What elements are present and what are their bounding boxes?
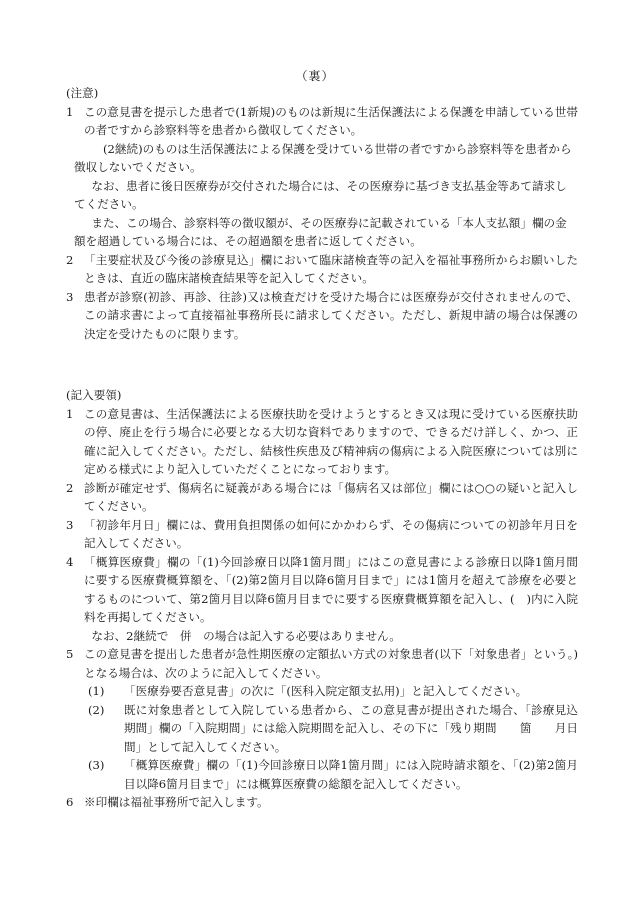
item-number: 3 [66,517,74,532]
item-text: 診断が確定せず、傷病名に疑義がある場合には「傷病名又は部位」欄には○○の疑いと記入してください。 [84,480,578,513]
sub-item-number: (3) [88,758,105,772]
notes-section [66,84,578,343]
sub-item-number: (2) [88,702,105,717]
item-text: 「主要症状及び今後の診療見込」欄において臨床諸検査等の記入を福祉事務所からお願いしたときは、直近の臨床諸検査結果等を記入してください。 [84,252,578,285]
notes-item-1 [66,103,578,140]
item-text: 患者が診察(初診、再診、往診)又は検査だけを受けた場合には医療券が交付されませんので、この請求書によって直接福祉事務所長に請求してください。ただし、新規申請の場合は保護の決定を受けたものに限ります。 [84,289,578,341]
item-number: 6 [66,795,74,809]
item-number: 4 [66,554,74,569]
item-number: 2 [66,480,74,495]
notes-item-1-para-2: (2継続)のものは生活保護法による保護を受けている世帯の者ですから診察料等を患者から徴収しないでください。 [74,141,572,174]
guide-item-5 [66,645,578,682]
page-title: （裏） [295,69,335,83]
item-number: 5 [66,647,74,661]
guide-heading: (記入要領) [66,388,122,402]
guide-item-5-sub-2 [66,701,578,757]
item-number: 1 [66,406,74,421]
guide-section [66,386,578,812]
item-number: 1 [66,104,74,119]
guide-item-3 [66,516,578,553]
guide-item-2 [66,479,578,516]
notes-item-1-para-4: また、この場合、診察料等の徴収額が、その医療券に記載されている「本人支払額」欄の金額を超過している場合には、その超過額を患者に返してください。 [74,215,567,248]
item-text: 「概算医療費」欄の「(1)今回診療日以降1箇月間」にはこの意見書による診療日以降1箇月間に要する医療費概算額を、「(2)第2箇月目以降6箇月目まで」には1箇月を超えて診療を必要とするものについて、第2箇月目以降6箇月目までに要する医療費概算額を記入し、( )内に入院料を再掲してください。 [84,554,578,624]
guide-item-5-sub-1 [66,682,578,701]
notes-item-3 [66,288,578,344]
notes-item-1-para-3: なお、患者に後日医療券が交付された場合には、その医療券に基づき支払基金等あて請求してください。 [74,178,567,211]
notes-heading: (注意) [66,86,99,100]
guide-item-4-para-2: なお、2継続で 併 の場合は記入する必要はありません。 [91,628,401,643]
item-number: 2 [66,252,74,267]
item-text: この意見書を提示した患者で(1新規)のものは新規に生活保護法による保護を申請している世帯の者ですから診察料等を患者から徴収してください。 [84,104,578,137]
guide-item-6 [66,793,578,812]
sub-item-text: 「医療券要否意見書」の次に「(医科入院定額支払用)」と記入してください。 [124,684,528,698]
item-text: 「初診年月日」欄には、費用負担関係の如何にかかわらず、その傷病についての初診年月日を記入してください。 [84,517,578,550]
notes-item-2 [66,251,578,288]
item-text: この意見書は、生活保護法による医療扶助を受けようとするとき又は現に受けている医療扶助の停、廃止を行う場合に必要となる大切な資料でありますので、できるだけ詳しく、かつ、正確に記入してください。ただし、結核性疾患及び精神病の傷病による入院医療については別に定める様式により記入していただくことになっております。 [84,406,578,476]
sub-item-number: (1) [88,684,105,698]
guide-item-4 [66,553,578,627]
guide-item-1 [66,405,578,479]
sub-item-text: 既に対象患者として入院している患者から、この意見書が提出された場合、「診療見込期間」欄の「入院期間」には総入院期間を記入し、その下に「残り期間 箇 月日間」として記入してください。 [124,702,578,754]
item-text: ※印欄は福祉事務所で記入します。 [84,795,269,809]
item-text: この意見書を提出した患者が急性期医療の定額払い方式の対象患者(以下「対象患者」という。)となる場合は、次のように記入してください。 [84,647,578,680]
sub-item-text: 「概算医療費」欄の「(1)今回診療日以降1箇月間」には入院時請求額を、「(2)第2箇月目以降6箇月目まで」には概算医療費の総額を記入してください。 [124,758,578,791]
item-number: 3 [66,289,74,304]
guide-item-5-sub-3 [66,756,578,793]
